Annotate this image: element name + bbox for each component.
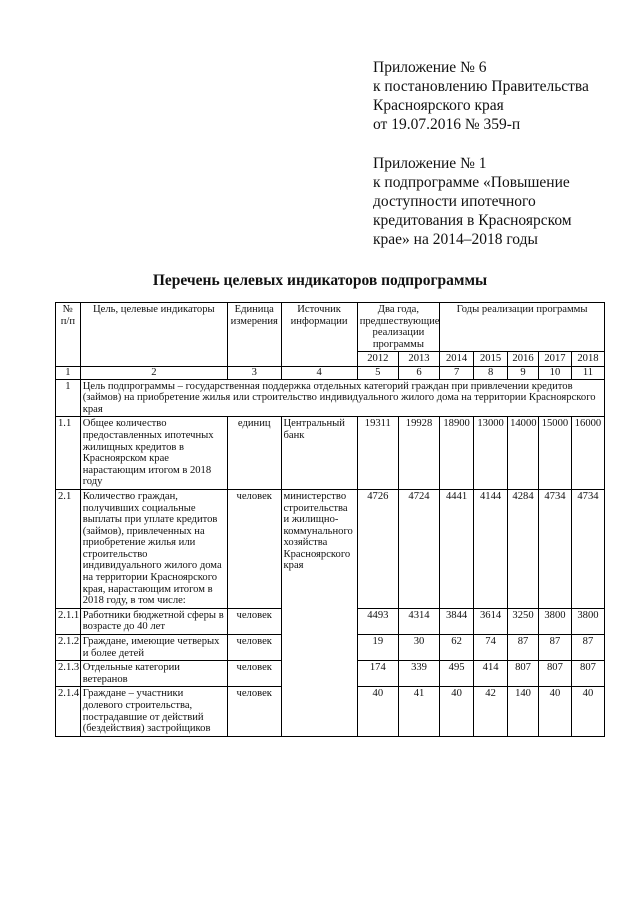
row-value: 495 bbox=[440, 661, 474, 687]
row-unit: единиц bbox=[227, 417, 281, 490]
table-row bbox=[56, 417, 605, 490]
document-title: Перечень целевых индикаторов подпрограммы bbox=[152, 272, 488, 289]
appendix-1-line: крае» на 2014–2018 годы bbox=[373, 231, 538, 248]
row-value: 807 bbox=[508, 661, 539, 687]
column-index-row bbox=[56, 366, 605, 379]
appendix-1-line: Приложение № 1 bbox=[373, 155, 487, 172]
row-num: 2.1 bbox=[56, 489, 81, 608]
indicators-table bbox=[55, 302, 605, 737]
year-cell: 2016 bbox=[508, 352, 539, 367]
row-unit: человек bbox=[227, 635, 281, 661]
appendix-6-line: к постановлению Правительства bbox=[373, 78, 589, 95]
row-value: 87 bbox=[571, 635, 604, 661]
row-value: 4441 bbox=[440, 489, 474, 608]
row-value: 40 bbox=[571, 687, 604, 736]
header-impl-years: Годы реализации программы bbox=[440, 303, 605, 352]
row-value: 807 bbox=[538, 661, 571, 687]
row-name: Количество граждан, получивших социальные выплаты при уплате кредитов (займов), привлеченных на приобретение жилья или строительство индивидуального жилого дома на территории Красноярского края, нарастающим итогом в 2018 году, в том числе: bbox=[80, 489, 227, 608]
row-value: 4144 bbox=[474, 489, 508, 608]
appendix-6-line: от 19.07.2016 № 359-п bbox=[373, 116, 521, 133]
year-cell: 2013 bbox=[398, 352, 439, 367]
row-value: 19928 bbox=[398, 417, 439, 490]
row-num: 2.1.4 bbox=[56, 687, 81, 736]
row-value: 414 bbox=[474, 661, 508, 687]
appendix-6-line: Приложение № 6 bbox=[373, 59, 487, 76]
row-num: 2.1.3 bbox=[56, 661, 81, 687]
column-index: 4 bbox=[281, 366, 357, 379]
year-cell: 2018 bbox=[571, 352, 604, 367]
header-unit: Единица измерения bbox=[227, 303, 281, 367]
appendix-6-line: Красноярского края bbox=[373, 97, 504, 114]
row-value: 3250 bbox=[508, 608, 539, 634]
row-value: 4734 bbox=[571, 489, 604, 608]
column-index: 11 bbox=[571, 366, 604, 379]
row-value: 3844 bbox=[440, 608, 474, 634]
row-name: Работники бюджетной сферы в возрасте до 40 лет bbox=[80, 608, 227, 634]
row-source: министерство строительства и жилищно-коммунального хозяйства Красноярского края bbox=[281, 489, 357, 736]
year-cell: 2014 bbox=[440, 352, 474, 367]
year-cell: 2017 bbox=[538, 352, 571, 367]
table-row bbox=[56, 489, 605, 608]
row-value: 14000 bbox=[508, 417, 539, 490]
row-value: 41 bbox=[398, 687, 439, 736]
row-num: 1.1 bbox=[56, 417, 81, 490]
row-value: 13000 bbox=[474, 417, 508, 490]
row-source: Центральный банк bbox=[281, 417, 357, 490]
row-value: 16000 bbox=[571, 417, 604, 490]
row-value: 4724 bbox=[398, 489, 439, 608]
row-value: 40 bbox=[357, 687, 398, 736]
row-value: 62 bbox=[440, 635, 474, 661]
appendix-1-block bbox=[373, 154, 613, 249]
row-value: 19 bbox=[357, 635, 398, 661]
row-value: 140 bbox=[508, 687, 539, 736]
row-value: 4493 bbox=[357, 608, 398, 634]
row-value: 87 bbox=[538, 635, 571, 661]
table-header-row bbox=[56, 303, 605, 352]
row-value: 3614 bbox=[474, 608, 508, 634]
header-prev-years: Два года, предшествующие реализации программы bbox=[357, 303, 439, 352]
row-value: 4726 bbox=[357, 489, 398, 608]
goal-text: Цель подпрограммы – государственная поддержка отдельных категорий граждан при привлечении кредитов (займов) на приобретение жилья или строительство индивидуального жилого дома на территории Красноярского края bbox=[80, 379, 604, 417]
row-value: 3800 bbox=[571, 608, 604, 634]
row-value: 30 bbox=[398, 635, 439, 661]
column-index: 7 bbox=[440, 366, 474, 379]
row-unit: человек bbox=[227, 661, 281, 687]
column-index: 8 bbox=[474, 366, 508, 379]
column-index: 6 bbox=[398, 366, 439, 379]
row-unit: человек bbox=[227, 489, 281, 608]
row-value: 19311 bbox=[357, 417, 398, 490]
row-num: 2.1.1 bbox=[56, 608, 81, 634]
appendix-6-block bbox=[373, 58, 613, 134]
row-value: 807 bbox=[571, 661, 604, 687]
appendix-1-line: доступности ипотечного bbox=[373, 193, 536, 210]
header-num: № п/п bbox=[56, 303, 81, 367]
row-value: 339 bbox=[398, 661, 439, 687]
row-value: 15000 bbox=[538, 417, 571, 490]
appendix-1-line: кредитования в Красноярском bbox=[373, 212, 572, 229]
year-cell: 2012 bbox=[357, 352, 398, 367]
row-value: 174 bbox=[357, 661, 398, 687]
column-index: 1 bbox=[56, 366, 81, 379]
row-value: 40 bbox=[538, 687, 571, 736]
row-value: 3800 bbox=[538, 608, 571, 634]
row-unit: человек bbox=[227, 608, 281, 634]
appendix-1-line: к подпрограмме «Повышение bbox=[373, 174, 570, 191]
row-name: Граждане – участники долевого строительства, пострадавшие от действий (бездействия) застройщиков bbox=[80, 687, 227, 736]
row-value: 4734 bbox=[538, 489, 571, 608]
row-value: 4314 bbox=[398, 608, 439, 634]
header-source: Источник информации bbox=[281, 303, 357, 367]
row-value: 18900 bbox=[440, 417, 474, 490]
column-index: 10 bbox=[538, 366, 571, 379]
row-value: 40 bbox=[440, 687, 474, 736]
column-index: 2 bbox=[80, 366, 227, 379]
row-value: 42 bbox=[474, 687, 508, 736]
row-value: 4284 bbox=[508, 489, 539, 608]
goal-row bbox=[56, 379, 605, 417]
row-unit: человек bbox=[227, 687, 281, 736]
column-index: 5 bbox=[357, 366, 398, 379]
year-cell: 2015 bbox=[474, 352, 508, 367]
row-num: 2.1.2 bbox=[56, 635, 81, 661]
row-name: Общее количество предоставленных ипотечных жилищных кредитов в Красноярском крае нарастающим итогом в 2018 году bbox=[80, 417, 227, 490]
header-goal: Цель, целевые индикаторы bbox=[80, 303, 227, 367]
row-name: Граждане, имеющие четверых и более детей bbox=[80, 635, 227, 661]
goal-num: 1 bbox=[56, 379, 81, 417]
row-value: 87 bbox=[508, 635, 539, 661]
column-index: 3 bbox=[227, 366, 281, 379]
row-value: 74 bbox=[474, 635, 508, 661]
column-index: 9 bbox=[508, 366, 539, 379]
row-name: Отдельные категории ветеранов bbox=[80, 661, 227, 687]
